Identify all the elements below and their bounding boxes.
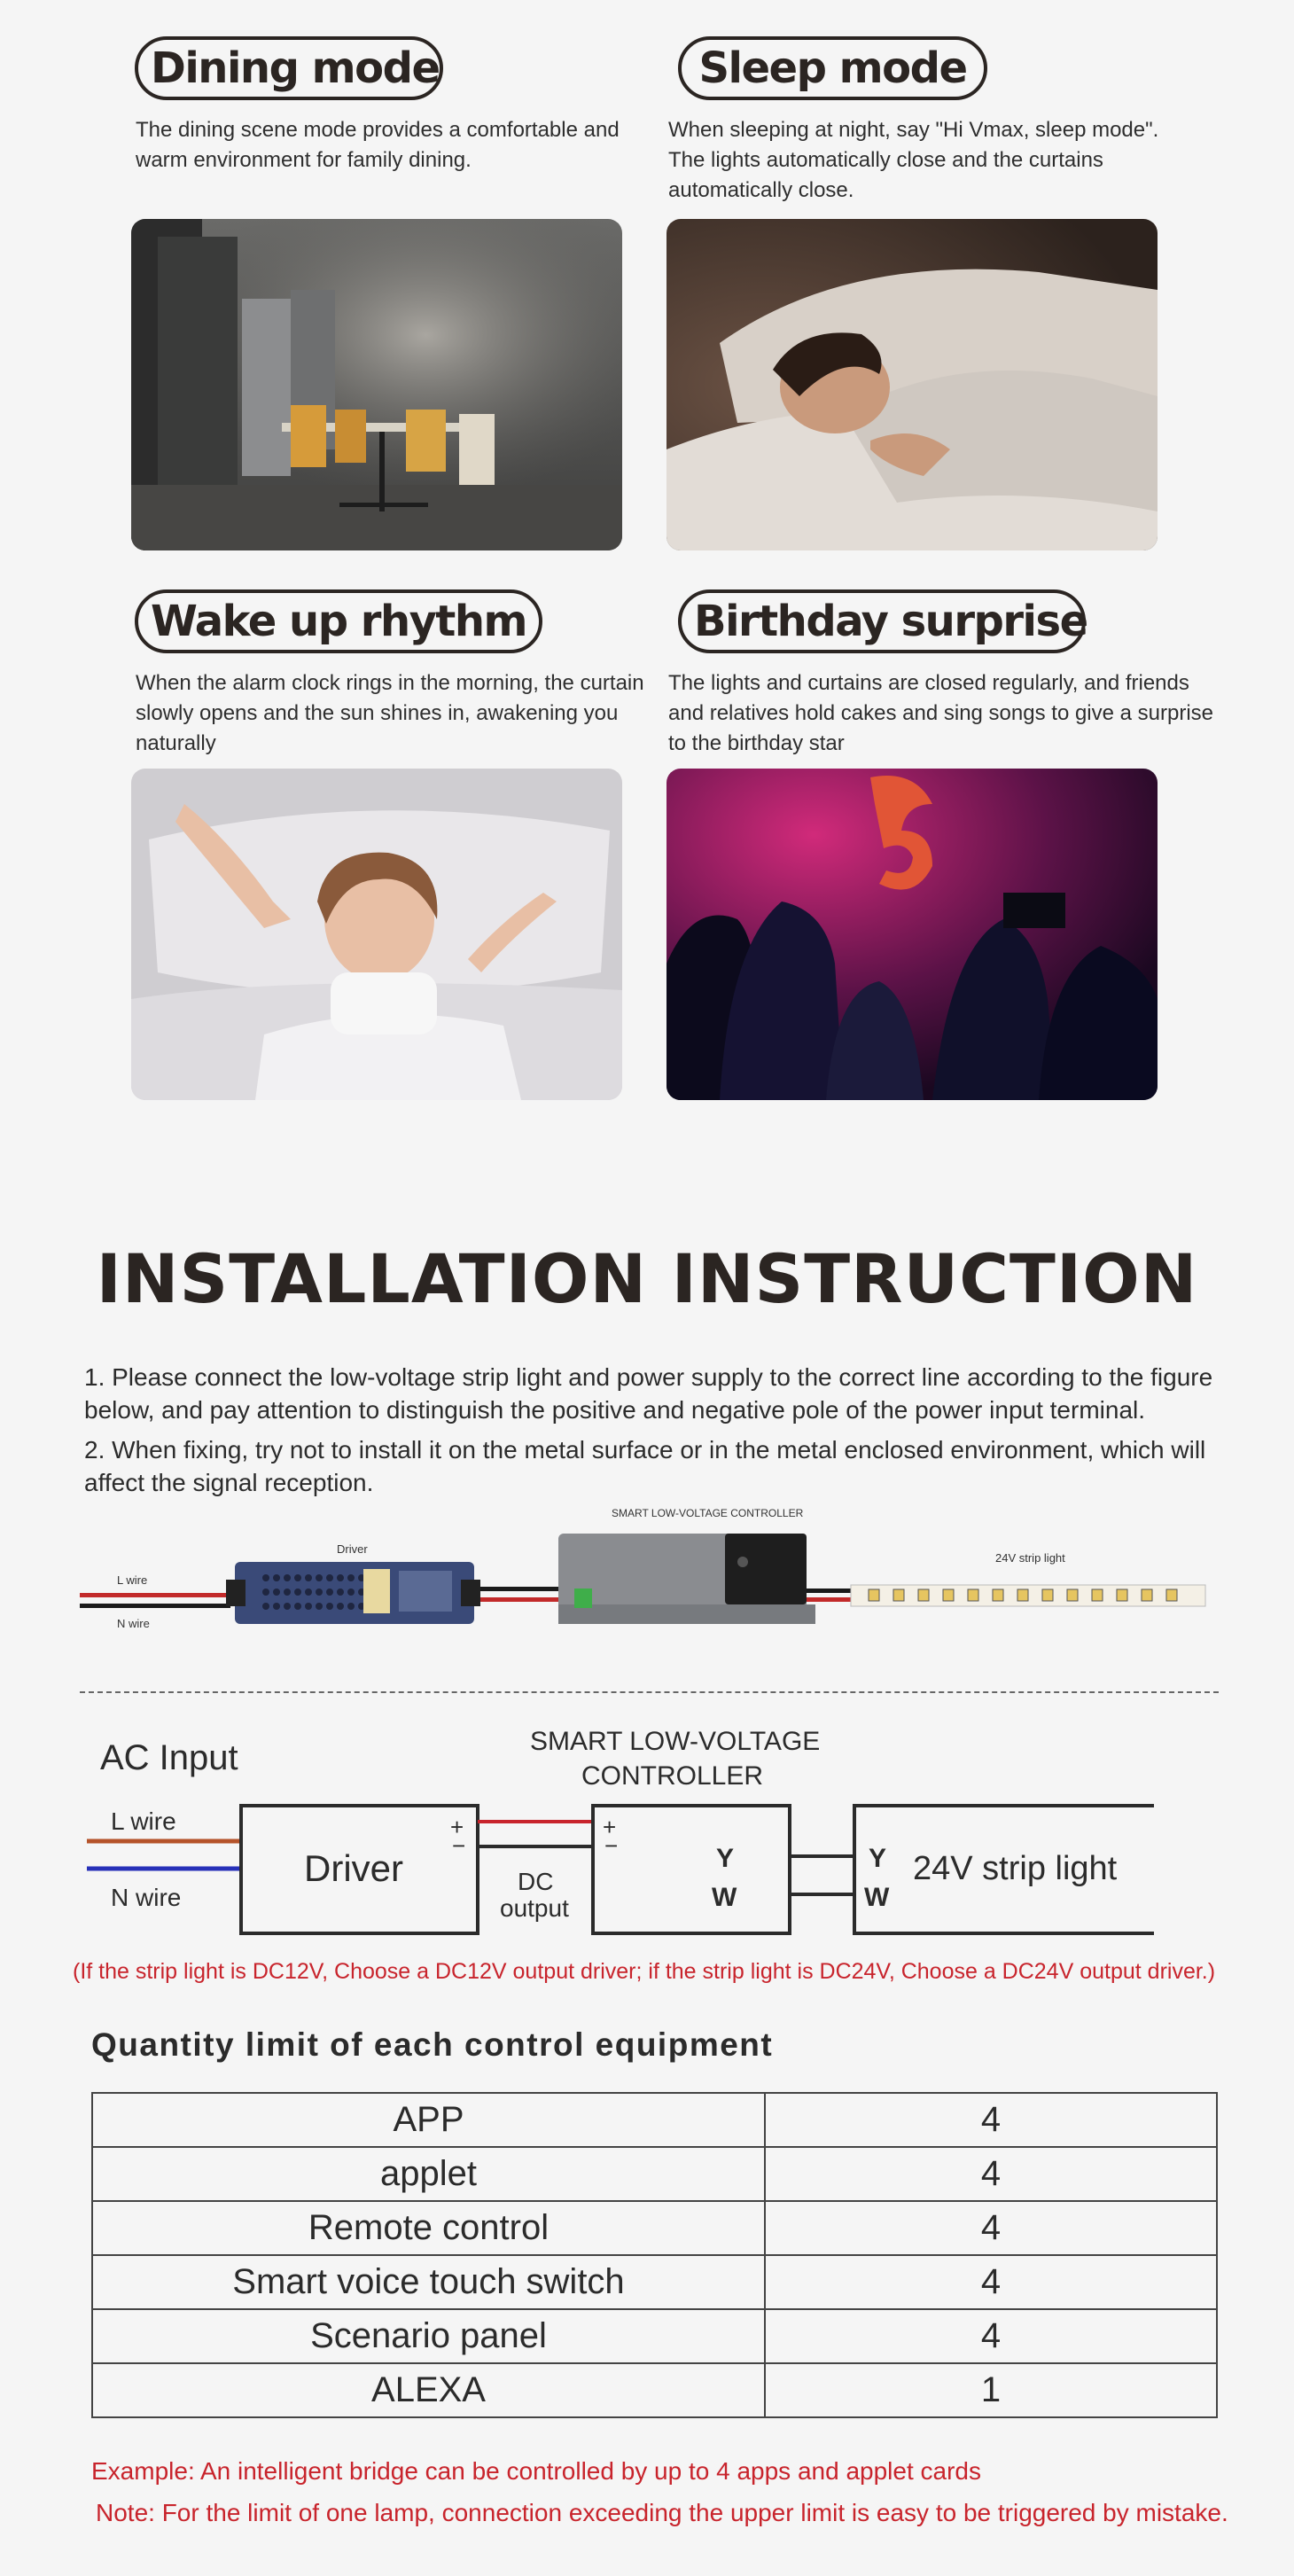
strip-y: Y (869, 1844, 887, 1873)
driver-label: Driver (337, 1542, 368, 1556)
strip-w: W (864, 1883, 890, 1912)
driver-voltage-note: (If the strip light is DC12V, Choose a DC12V output driver; if the strip light is DC24V, Choose a DC24V output driver.) (73, 1959, 1216, 1984)
controller-photo-label: SMART LOW-VOLTAGE CONTROLLER (612, 1507, 804, 1519)
schematic-l-wire-label: L wire (111, 1807, 176, 1835)
strip-box-label: 24V strip light (913, 1850, 1118, 1887)
birthday-photo (666, 769, 1158, 1100)
ac-input-label: AC Input (100, 1738, 238, 1777)
scene-desc-birthday: The lights and curtains are closed regularly, and friends and relatives hold cakes and sing songs to give a surprise to the birthday star (668, 671, 1214, 755)
scene-title-sleep: Sleep mode (678, 36, 987, 100)
l-wire-label: L wire (117, 1573, 148, 1587)
scene-desc-dining: The dining scene mode provides a comfortable and warm environment for family dining. (136, 118, 620, 172)
scene-title-birthday: Birthday surprise (678, 589, 1086, 653)
product-wiring-illustration (80, 1498, 1223, 1640)
quantity-title: Quantity limit of each control equipment (91, 2026, 774, 2063)
device-limit: 4 (765, 2255, 1217, 2309)
wake-photo (131, 769, 622, 1100)
driver-minus: − (452, 1832, 466, 1859)
section-divider (80, 1691, 1219, 1693)
installation-title: INSTALLATION INSTRUCTION (96, 1239, 1198, 1318)
controller-box (593, 1806, 790, 1933)
device-limit: 4 (765, 2201, 1217, 2255)
output-label: output (500, 1894, 569, 1922)
device-limit: 4 (765, 2093, 1217, 2147)
strip-photo-label: 24V strip light (995, 1551, 1065, 1565)
n-wire-label: N wire (117, 1617, 150, 1630)
controller-w: W (712, 1883, 737, 1912)
table-row (92, 2309, 1217, 2363)
scene-desc-sleep: When sleeping at night, say "Hi Vmax, sleep mode". The lights automatically close and the curtains automatically close. (668, 118, 1159, 202)
device-name: Scenario panel (92, 2309, 765, 2363)
wiring-schematic (80, 1711, 1223, 1941)
driver-plus: + (450, 1814, 464, 1840)
device-name: Smart voice touch switch (92, 2255, 765, 2309)
schematic-n-wire-label: N wire (111, 1884, 182, 1911)
scene-title-dining: Dining mode (135, 36, 443, 100)
controller-title-1: SMART LOW-VOLTAGE (530, 1727, 821, 1756)
controller-minus: − (604, 1832, 619, 1859)
dining-photo (131, 219, 622, 550)
table-row (92, 2363, 1217, 2417)
quantity-table (91, 2092, 1218, 2418)
table-row (92, 2147, 1217, 2201)
scene-title-wake: Wake up rhythm (135, 589, 542, 653)
driver-box-label: Driver (304, 1847, 403, 1889)
device-name: ALEXA (92, 2363, 765, 2417)
sleep-photo (666, 219, 1158, 550)
installation-step-1: 1. Please connect the low-voltage strip light and power supply to the correct line according to the figure below, and pay attention to distinguish the positive and negative pole of the power input terminal. (84, 1363, 1213, 1424)
device-limit: 4 (765, 2309, 1217, 2363)
device-limit: 4 (765, 2147, 1217, 2201)
device-name: applet (92, 2147, 765, 2201)
limit-note: Note: For the limit of one lamp, connection exceeding the upper limit is easy to be triggered by mistake. (96, 2499, 1228, 2526)
table-row (92, 2093, 1217, 2147)
controller-title-2: CONTROLLER (581, 1761, 764, 1791)
device-name: Remote control (92, 2201, 765, 2255)
table-row (92, 2255, 1217, 2309)
example-note: Example: An intelligent bridge can be controlled by up to 4 apps and applet cards (91, 2457, 981, 2485)
device-name: APP (92, 2093, 765, 2147)
installation-step-2: 2. When fixing, try not to install it on the metal surface or in the metal enclosed environment, which will affect the signal reception. (84, 1436, 1206, 1496)
controller-plus: + (603, 1814, 617, 1840)
scene-desc-wake: When the alarm clock rings in the morning, the curtain slowly opens and the sun shines in, awakening you naturally (136, 671, 644, 755)
table-row (92, 2201, 1217, 2255)
dc-label: DC (518, 1868, 554, 1895)
controller-y: Y (716, 1844, 735, 1873)
device-limit: 1 (765, 2363, 1217, 2417)
